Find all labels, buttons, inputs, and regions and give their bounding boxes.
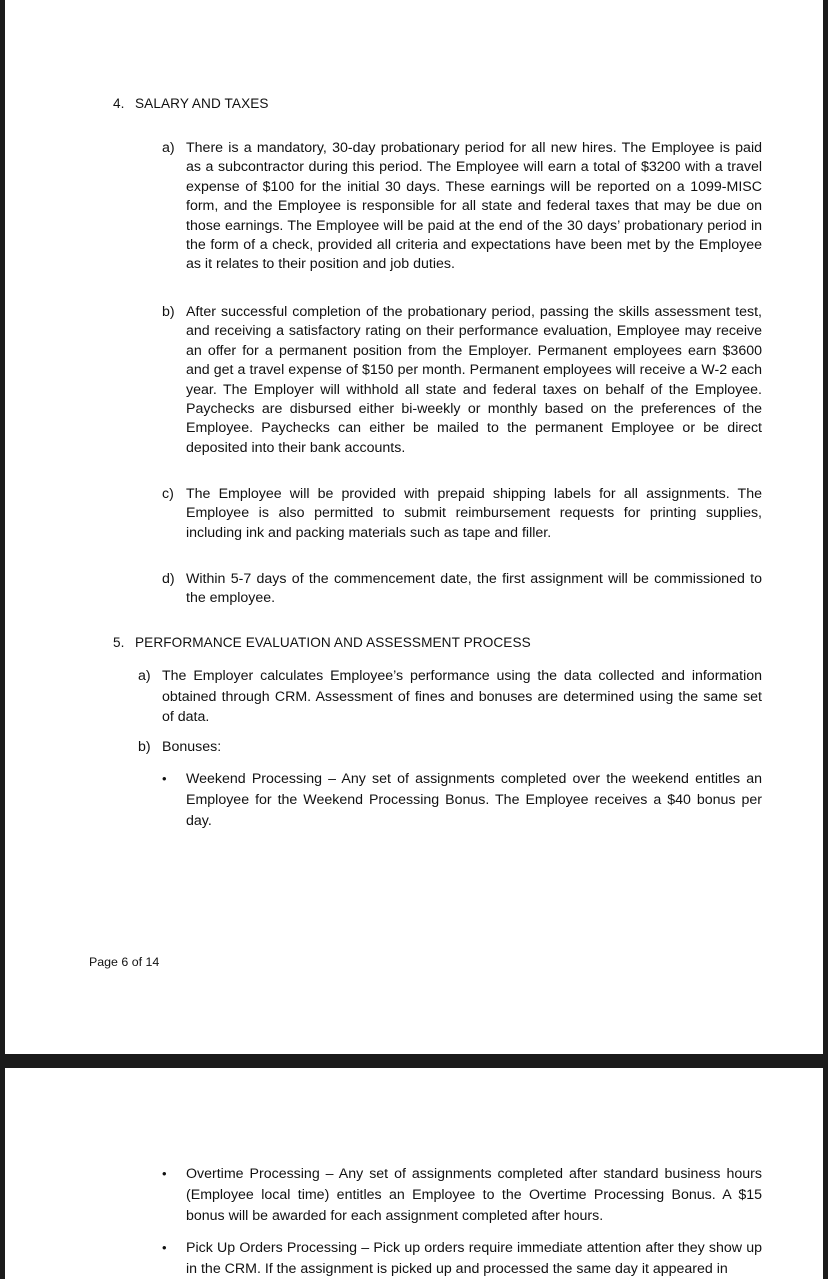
section-4-title: SALARY AND TAXES (135, 96, 269, 111)
bullet-text: Weekend Processing – Any set of assignments completed over the weekend entitles an Employee for the Weekend Processing Bonus. The Employee receives a $40 bonus per day. (186, 771, 762, 829)
bullet-weekend-processing (162, 769, 762, 831)
item-marker: d) (162, 571, 175, 587)
section-4-item-c (162, 485, 762, 543)
item-text: The Employee will be provided with prepaid shipping labels for all assignments. The Employee is also permitted to submit reimbursement requests for printing supplies, including ink and packing materials such as tape and filler. (186, 486, 762, 541)
section-5-item-a (138, 666, 762, 728)
item-text: Within 5-7 days of the commencement date, the first assignment will be commissioned to the employee. (186, 571, 762, 607)
bullet-text: Overtime Processing – Any set of assignments completed after standard business hours (Employee local time) entitles an Employee to the Overtime Processing Bonus. A $15 bonus will be awarded for each assignment completed after hours. (186, 1166, 762, 1224)
item-text: There is a mandatory, 30-day probationary period for all new hires. The Employee is paid as a subcontractor during this period. The Employee will earn a total of $3200 with a travel expense of $100 for the initial 30 days. These earnings will be reported on a 1099-MISC form, and the Employee is responsible for all state and federal taxes that may be due on those earnings. The Employee will be paid at the end of the 30 days’ probationary period in the form of a check, provided all criteria and expectations have been met by the Employee as it relates to their position and job duties. (186, 140, 762, 273)
bullet-pick-up-orders (162, 1238, 762, 1279)
document-page-6 (5, 0, 823, 1054)
bullet-dot: • (162, 771, 167, 786)
page-footer: Page 6 of 14 (89, 955, 160, 969)
section-5-title: PERFORMANCE EVALUATION AND ASSESSMENT PROCESS (135, 635, 531, 650)
section-4-heading (113, 96, 269, 111)
item-text: The Employer calculates Employee’s performance using the data collected and information obtained through CRM. Assessment of fines and bonuses are determined using the same set of data. (162, 668, 762, 726)
bullet-dot: • (162, 1166, 167, 1181)
bullet-dot: • (162, 1240, 167, 1255)
section-4-item-a (162, 139, 762, 275)
item-marker: a) (138, 668, 151, 684)
item-marker: b) (162, 304, 175, 320)
section-5-heading (113, 635, 531, 650)
item-marker: c) (162, 486, 174, 502)
item-marker: a) (162, 140, 175, 156)
section-4-number: 4. (113, 96, 125, 111)
document-page-7 (5, 1068, 823, 1279)
section-4-item-b (162, 303, 762, 458)
item-text: Bonuses: (162, 739, 222, 755)
section-5-number: 5. (113, 635, 125, 650)
item-text: After successful completion of the probationary period, passing the skills assessment test, and receiving a satisfactory rating on their performance evaluation, Employee may receive an offer for a permanent position from the Employer. Permanent employees earn $3600 and get a travel expense of $150 per month. Permanent employees will receive a W-2 each year. The Employer will withhold all state and federal taxes on behalf of the Employee. Paychecks are disbursed either bi-weekly or monthly based on the preferences of the Employee. Paychecks can either be mailed to the permanent Employee or be direct deposited into their bank accounts. (186, 304, 762, 456)
item-marker: b) (138, 739, 151, 755)
bullet-text: Pick Up Orders Processing – Pick up orders require immediate attention after they show up in the CRM. If the assignment is picked up and processed the same day it appeared in (186, 1240, 762, 1277)
section-5-item-b (138, 738, 762, 757)
bullet-overtime-processing (162, 1164, 762, 1226)
section-4-item-d (162, 570, 762, 609)
